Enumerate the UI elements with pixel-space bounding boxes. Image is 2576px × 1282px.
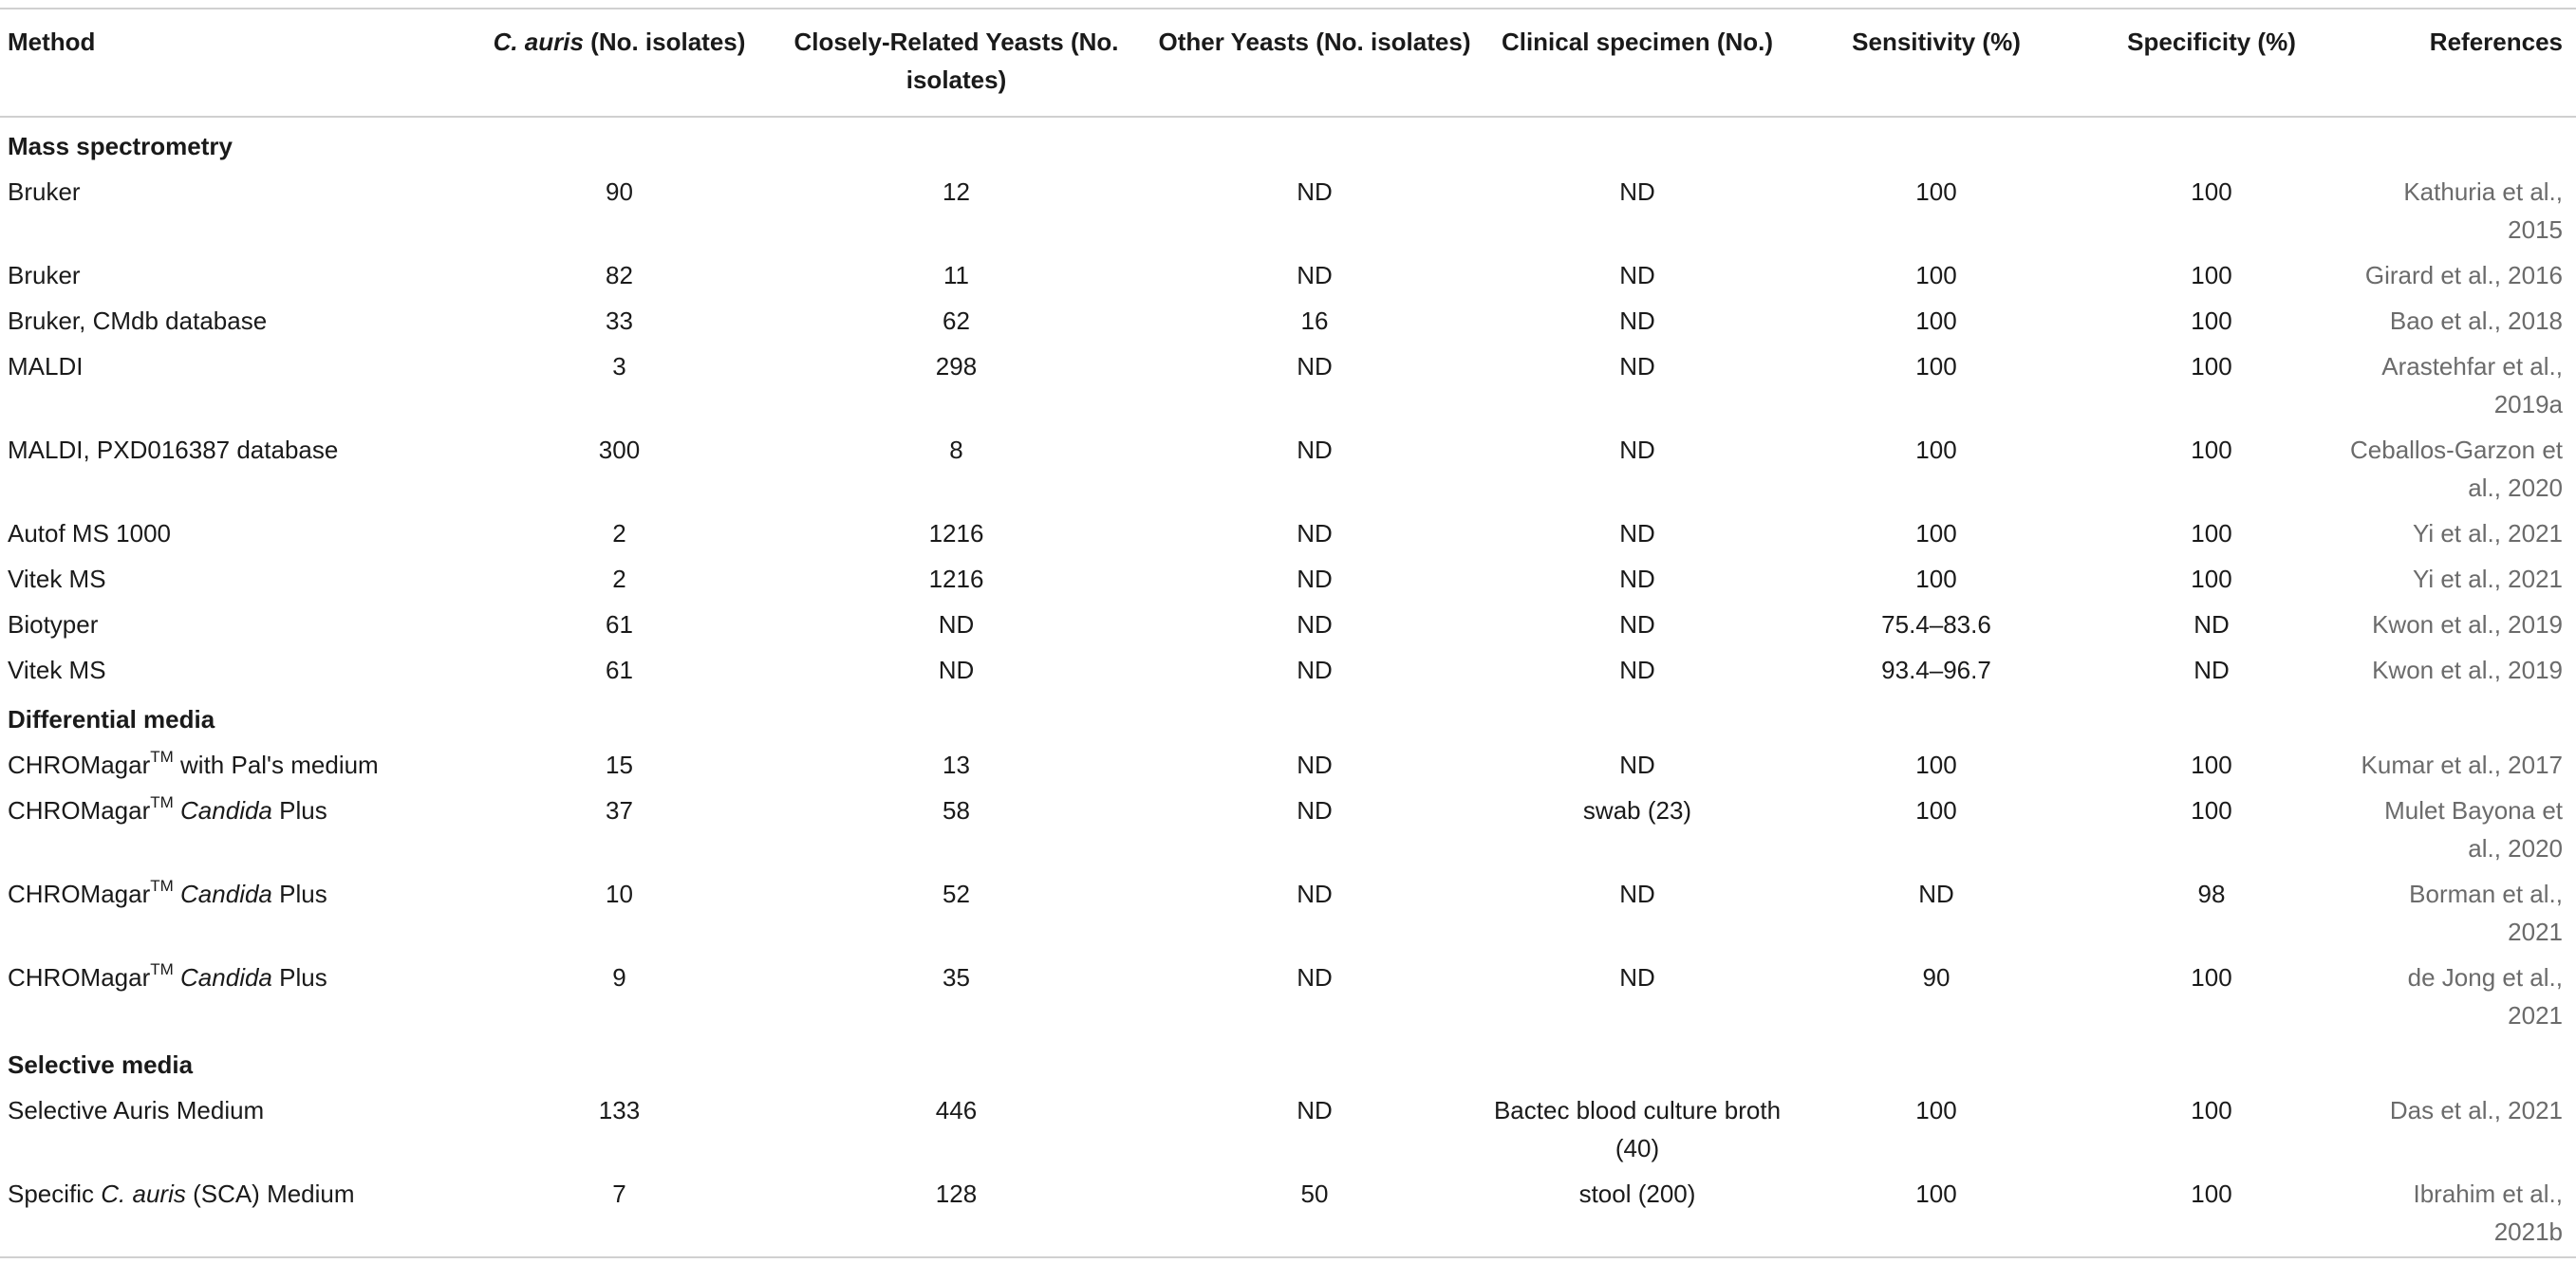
- table-row: [0, 955, 2576, 1038]
- text-segment: (SCA) Medium: [185, 1180, 355, 1208]
- method-cell: [0, 298, 475, 344]
- sensitivity-cell: 100: [1915, 1096, 1957, 1124]
- trademark-superscript: TM: [150, 877, 174, 896]
- table-row: [0, 1171, 2576, 1257]
- c-auris-cell: 37: [606, 796, 633, 825]
- closely-related-cell: 58: [943, 796, 970, 825]
- specificity-cell: 100: [2191, 565, 2232, 593]
- clinical-specimen-cell: ND: [1619, 963, 1655, 992]
- c-auris-cell: 33: [606, 307, 633, 335]
- c-auris-cell: 15: [606, 751, 633, 779]
- c-auris-cell: 82: [606, 261, 633, 289]
- c-auris-cell: 300: [598, 436, 641, 464]
- specificity-cell: 100: [2191, 261, 2232, 289]
- text-segment: Biotyper: [8, 610, 99, 639]
- text-segment: CHROMagar: [8, 796, 151, 825]
- other-yeasts-cell: ND: [1297, 177, 1333, 206]
- text-segment: Method: [8, 28, 96, 56]
- text-segment: CHROMagar: [8, 880, 151, 908]
- sensitivity-cell: 100: [1915, 261, 1957, 289]
- reference-link[interactable]: Bao et al., 2018: [2389, 307, 2563, 335]
- reference-link[interactable]: Yi et al., 2021: [2412, 519, 2563, 548]
- closely-related-cell: 35: [943, 963, 970, 992]
- clinical-specimen-cell: ND: [1619, 519, 1655, 548]
- italic-text: Candida: [180, 963, 272, 992]
- reference-link[interactable]: Arastehfar et al., 2019a: [2381, 352, 2563, 418]
- sensitivity-cell: 100: [1794, 1171, 2079, 1257]
- text-segment: Clinical specimen (No.): [1501, 28, 1774, 56]
- text-segment: MALDI, PXD016387 database: [8, 436, 339, 464]
- method-cell: [0, 788, 475, 871]
- sensitivity-cell: ND: [1918, 880, 1954, 908]
- closely-related-cell: ND: [938, 656, 975, 684]
- specificity-cell: 100: [2079, 1171, 2344, 1257]
- table-row: [0, 871, 2576, 955]
- method-cell: [0, 427, 475, 511]
- method-cell: [0, 647, 475, 693]
- section-heading: Selective media: [8, 1050, 194, 1079]
- italic-text: C. auris: [101, 1180, 186, 1208]
- c-auris-cell: 7: [475, 1171, 764, 1257]
- clinical-specimen-cell: ND: [1619, 307, 1655, 335]
- header-references: [2344, 9, 2576, 117]
- sensitivity-cell: 90: [1922, 963, 1951, 992]
- text-segment: [174, 963, 180, 992]
- clinical-specimen-cell: stool (200): [1481, 1171, 1794, 1257]
- method-cell: [0, 169, 475, 252]
- other-yeasts-cell: ND: [1297, 261, 1333, 289]
- italic-text: Candida: [180, 796, 272, 825]
- closely-related-cell: 298: [935, 352, 978, 381]
- clinical-specimen-cell: ND: [1619, 261, 1655, 289]
- sensitivity-cell: 93.4–96.7: [1881, 656, 1991, 684]
- specificity-cell: 100: [2191, 519, 2232, 548]
- reference-link[interactable]: Kwon et al., 2019: [2372, 656, 2563, 684]
- reference-link[interactable]: Kathuria et al., 2015: [2403, 177, 2563, 244]
- closely-related-cell: 1216: [928, 565, 984, 593]
- other-yeasts-cell: ND: [1297, 796, 1333, 825]
- method-cell: [0, 955, 475, 1038]
- text-segment: Vitek MS: [8, 565, 106, 593]
- text-segment: [174, 796, 180, 825]
- text-segment: with Pal's medium: [173, 751, 379, 779]
- closely-related-cell: 446: [935, 1096, 978, 1124]
- text-segment: Specificity (%): [2127, 28, 2296, 56]
- header-specificity: [2079, 9, 2344, 117]
- c-auris-cell: 2: [612, 565, 626, 593]
- other-yeasts-cell: ND: [1297, 963, 1333, 992]
- specificity-cell: 98: [2197, 880, 2226, 908]
- sensitivity-cell: 100: [1915, 436, 1957, 464]
- c-auris-cell: 61: [606, 656, 633, 684]
- text-segment: Autof MS 1000: [8, 519, 171, 548]
- sensitivity-cell: 75.4–83.6: [1881, 610, 1991, 639]
- text-segment: (No. isolates): [583, 28, 746, 56]
- table-row: [0, 602, 2576, 647]
- specificity-cell: 100: [2191, 177, 2232, 206]
- method-cell: [0, 252, 475, 298]
- text-segment: Plus: [271, 796, 327, 825]
- reference-link[interactable]: Ceballos-Garzon et al., 2020: [2350, 436, 2563, 502]
- text-segment: Bruker: [8, 261, 81, 289]
- c-auris-cell: 2: [612, 519, 626, 548]
- table-row: [0, 252, 2576, 298]
- reference-link[interactable]: Borman et al., 2021: [2409, 880, 2563, 946]
- clinical-specimen-cell: swab (23): [1582, 796, 1692, 825]
- header-row: [0, 9, 2576, 117]
- reference-link[interactable]: Yi et al., 2021: [2412, 565, 2563, 593]
- clinical-specimen-cell: ND: [1619, 436, 1655, 464]
- method-cell: [0, 871, 475, 955]
- table-row: [0, 298, 2576, 344]
- reference-link[interactable]: Kwon et al., 2019: [2372, 610, 2563, 639]
- clinical-specimen-cell: ND: [1619, 177, 1655, 206]
- clinical-specimen-cell: ND: [1619, 565, 1655, 593]
- header-method: [0, 9, 475, 117]
- header-closely-related-yeasts: [764, 9, 1148, 117]
- reference-link[interactable]: Das et al., 2021: [2389, 1096, 2563, 1124]
- specificity-cell: ND: [2193, 610, 2230, 639]
- text-segment: Vitek MS: [8, 656, 106, 684]
- closely-related-cell: 128: [764, 1171, 1148, 1257]
- other-yeasts-cell: ND: [1297, 352, 1333, 381]
- text-segment: Sensitivity (%): [1852, 28, 2021, 56]
- header-sensitivity: [1794, 9, 2079, 117]
- other-yeasts-cell: ND: [1297, 656, 1333, 684]
- clinical-specimen-cell: ND: [1619, 880, 1655, 908]
- sensitivity-cell: 100: [1915, 796, 1957, 825]
- text-segment: Bruker, CMdb database: [8, 307, 268, 335]
- clinical-specimen-cell: ND: [1619, 352, 1655, 381]
- sensitivity-cell: 100: [1915, 565, 1957, 593]
- section-heading: Differential media: [8, 705, 215, 734]
- method-cell: [0, 556, 475, 602]
- closely-related-cell: 1216: [928, 519, 984, 548]
- section-heading: Mass spectrometry: [8, 132, 233, 160]
- table-row: [0, 511, 2576, 556]
- other-yeasts-cell: ND: [1297, 519, 1333, 548]
- c-auris-cell: 9: [612, 963, 626, 992]
- text-segment: Selective Auris Medium: [8, 1096, 265, 1124]
- table-row: [0, 647, 2576, 693]
- specificity-cell: 100: [2191, 436, 2232, 464]
- text-segment: MALDI: [8, 352, 84, 381]
- table-row: [0, 742, 2576, 788]
- trademark-superscript: TM: [150, 960, 174, 979]
- sensitivity-cell: 100: [1915, 519, 1957, 548]
- closely-related-cell: 52: [943, 880, 970, 908]
- clinical-specimen-cell: ND: [1619, 656, 1655, 684]
- text-segment: Bruker: [8, 177, 81, 206]
- specificity-cell: 100: [2191, 751, 2232, 779]
- identification-methods-table: [0, 8, 2576, 1258]
- table-row: [0, 1087, 2576, 1171]
- text-segment: [174, 880, 180, 908]
- text-segment: Plus: [271, 880, 327, 908]
- c-auris-cell: 10: [606, 880, 633, 908]
- specificity-cell: 100: [2191, 1096, 2232, 1124]
- other-yeasts-cell: 50: [1148, 1171, 1481, 1257]
- header-c-auris: [475, 9, 764, 117]
- method-cell: [0, 1171, 475, 1257]
- specificity-cell: 100: [2191, 352, 2232, 381]
- table-header: [0, 9, 2576, 117]
- clinical-specimen-cell: Bactec blood culture broth (40): [1493, 1096, 1782, 1162]
- method-cell: [0, 511, 475, 556]
- closely-related-cell: 12: [943, 177, 970, 206]
- sensitivity-cell: 100: [1915, 307, 1957, 335]
- specificity-cell: 100: [2191, 796, 2232, 825]
- text-segment: Specific: [8, 1180, 102, 1208]
- italic-text: C. auris: [493, 28, 584, 56]
- c-auris-cell: 61: [606, 610, 633, 639]
- closely-related-cell: ND: [938, 610, 975, 639]
- closely-related-cell: 62: [943, 307, 970, 335]
- method-cell: [0, 742, 475, 788]
- italic-text: Candida: [180, 880, 272, 908]
- sensitivity-cell: 100: [1915, 751, 1957, 779]
- text-segment: References: [2429, 28, 2563, 56]
- c-auris-cell: 90: [606, 177, 633, 206]
- method-cell: [0, 344, 475, 427]
- other-yeasts-cell: ND: [1297, 436, 1333, 464]
- specificity-cell: 100: [2191, 963, 2232, 992]
- trademark-superscript: TM: [150, 793, 174, 812]
- table-row: [0, 169, 2576, 252]
- text-segment: Closely-Related Yeasts (No. isolates): [793, 28, 1119, 94]
- table-row: [0, 344, 2576, 427]
- sensitivity-cell: 100: [1915, 352, 1957, 381]
- table-row: [0, 556, 2576, 602]
- table-row: [0, 427, 2576, 511]
- section-row: [0, 117, 2576, 169]
- table-row: [0, 788, 2576, 871]
- other-yeasts-cell: ND: [1297, 610, 1333, 639]
- clinical-specimen-cell: ND: [1619, 751, 1655, 779]
- other-yeasts-cell: ND: [1297, 565, 1333, 593]
- c-auris-cell: 133: [598, 1096, 641, 1124]
- other-yeasts-cell: ND: [1297, 880, 1333, 908]
- other-yeasts-cell: ND: [1297, 751, 1333, 779]
- sensitivity-cell: 100: [1915, 177, 1957, 206]
- closely-related-cell: 11: [943, 261, 969, 289]
- c-auris-cell: 3: [612, 352, 626, 381]
- method-cell: [0, 602, 475, 647]
- reference-link[interactable]: de Jong et al., 2021: [2407, 963, 2563, 1030]
- section-row: [0, 1038, 2576, 1087]
- text-segment: Plus: [271, 963, 327, 992]
- table-body: [0, 117, 2576, 1257]
- text-segment: CHROMagar: [8, 963, 151, 992]
- other-yeasts-cell: 16: [1300, 307, 1329, 335]
- specificity-cell: 100: [2191, 307, 2232, 335]
- trademark-superscript: TM: [150, 748, 174, 767]
- reference-link[interactable]: Ibrahim et al., 2021b: [2344, 1171, 2576, 1257]
- text-segment: CHROMagar: [8, 751, 151, 779]
- header-other-yeasts: [1148, 9, 1481, 117]
- section-row: [0, 693, 2576, 742]
- method-cell: [0, 1087, 475, 1171]
- closely-related-cell: 8: [949, 436, 963, 464]
- clinical-specimen-cell: ND: [1619, 610, 1655, 639]
- closely-related-cell: 13: [943, 751, 970, 779]
- reference-link[interactable]: Girard et al., 2016: [2364, 261, 2563, 289]
- other-yeasts-cell: ND: [1297, 1096, 1333, 1124]
- header-clinical-specimen: [1481, 9, 1794, 117]
- reference-link[interactable]: Mulet Bayona et al., 2020: [2384, 796, 2563, 863]
- reference-link[interactable]: Kumar et al., 2017: [2361, 751, 2563, 779]
- specificity-cell: ND: [2193, 656, 2230, 684]
- text-segment: Other Yeasts (No. isolates): [1158, 28, 1471, 56]
